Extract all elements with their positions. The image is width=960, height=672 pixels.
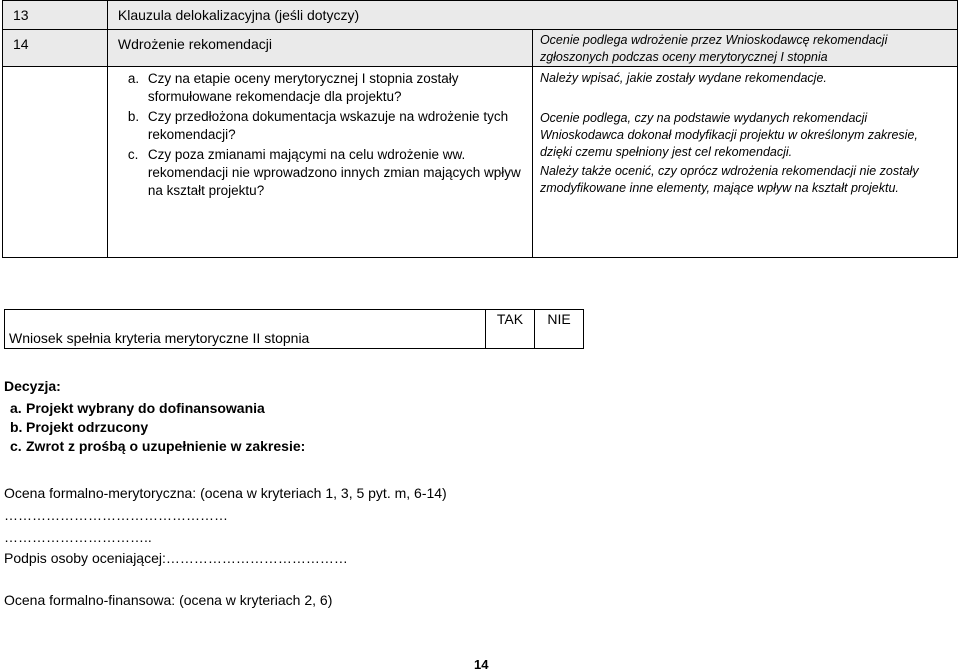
criteria-check-label: Wniosek spełnia kryteria merytoryczne II stopnia <box>9 330 310 346</box>
decision-text: Projekt wybrany do dofinansowania <box>26 400 265 416</box>
sub-question-b <box>108 108 526 144</box>
criterion-title: Wdrożenie rekomendacji <box>117 36 272 52</box>
no-checkbox[interactable]: NIE <box>535 310 584 349</box>
formal-merit-assessment: Ocena formalno-merytoryczna: (ocena w kryteriach 1, 3, 5 pyt. m, 6-14) <box>4 485 447 501</box>
sub-questions-row <box>3 67 958 258</box>
signature-line: Podpis osoby oceniającej:………………………………… <box>4 550 348 566</box>
criterion-row-13 <box>3 1 958 30</box>
decision-option-a <box>0 399 265 417</box>
criterion-description: Ocenie podlega wdrożenie przez Wnioskodawcę rekomendacji zgłoszonych podczas oceny merytorycznej I stopnia <box>539 33 888 64</box>
decision-marker: a. <box>10 400 22 416</box>
dots-line-1: ………………………………………… <box>4 507 228 523</box>
formal-financial-assessment: Ocena formalno-finansowa: (ocena w kryteriach 2, 6) <box>4 592 333 608</box>
sub-question-marker: b. <box>127 109 140 124</box>
decision-marker: c. <box>10 438 22 454</box>
criteria-check-table <box>4 309 584 349</box>
yes-checkbox[interactable]: TAK <box>486 310 535 349</box>
decision-marker: b. <box>10 419 23 435</box>
decision-text: Zwrot z prośbą o uzupełnienie w zakresie: <box>26 438 306 454</box>
sub-description-a: Należy wpisać, jakie zostały wydane rekomendacje. <box>539 71 827 85</box>
decision-title: Decyzja: <box>4 378 61 394</box>
decision-option-b <box>0 418 148 436</box>
criterion-title: Klauzula delokalizacyjna (jeśli dotyczy) <box>117 7 360 23</box>
sub-question-text: Czy przedłożona dokumentacja wskazuje na wdrożenie tych rekomendacji? <box>147 109 509 142</box>
sub-description-b: Ocenie podlega, czy na podstawie wydanych rekomendacji Wnioskodawca dokonał modyfikacji projektu w określonym zakresie, dzięki czemu spełniony jest cel rekomendacji. <box>539 111 918 159</box>
sub-question-text: Czy na etapie oceny merytorycznej I stopnia zostały sformułowane rekomendacje dla projektu? <box>147 71 459 104</box>
criterion-row-14 <box>3 30 958 67</box>
sub-question-text: Czy poza zmianami mającymi na celu wdrożenie ww. rekomendacji nie wprowadzono innych zmian mających wpływ na kształt projektu? <box>147 147 521 198</box>
decision-option-c <box>0 437 305 455</box>
sub-question-marker: a. <box>127 71 140 86</box>
row-number: 13 <box>13 7 29 23</box>
sub-question-c <box>108 146 526 200</box>
sub-question-marker: c. <box>127 147 139 162</box>
row-number: 14 <box>13 36 29 52</box>
page-number: 14 <box>474 657 489 672</box>
sub-question-list <box>108 67 532 200</box>
criteria-table <box>2 0 958 258</box>
sub-question-a <box>108 70 526 106</box>
dots-line-2: ………………………….. <box>4 529 152 545</box>
decision-text: Projekt odrzucony <box>26 419 149 435</box>
sub-description-c: Należy także ocenić, czy oprócz wdrożenia rekomendacji nie zostały zmodyfikowane inne elementy, mające wpływ na kształt projektu. <box>539 164 919 195</box>
